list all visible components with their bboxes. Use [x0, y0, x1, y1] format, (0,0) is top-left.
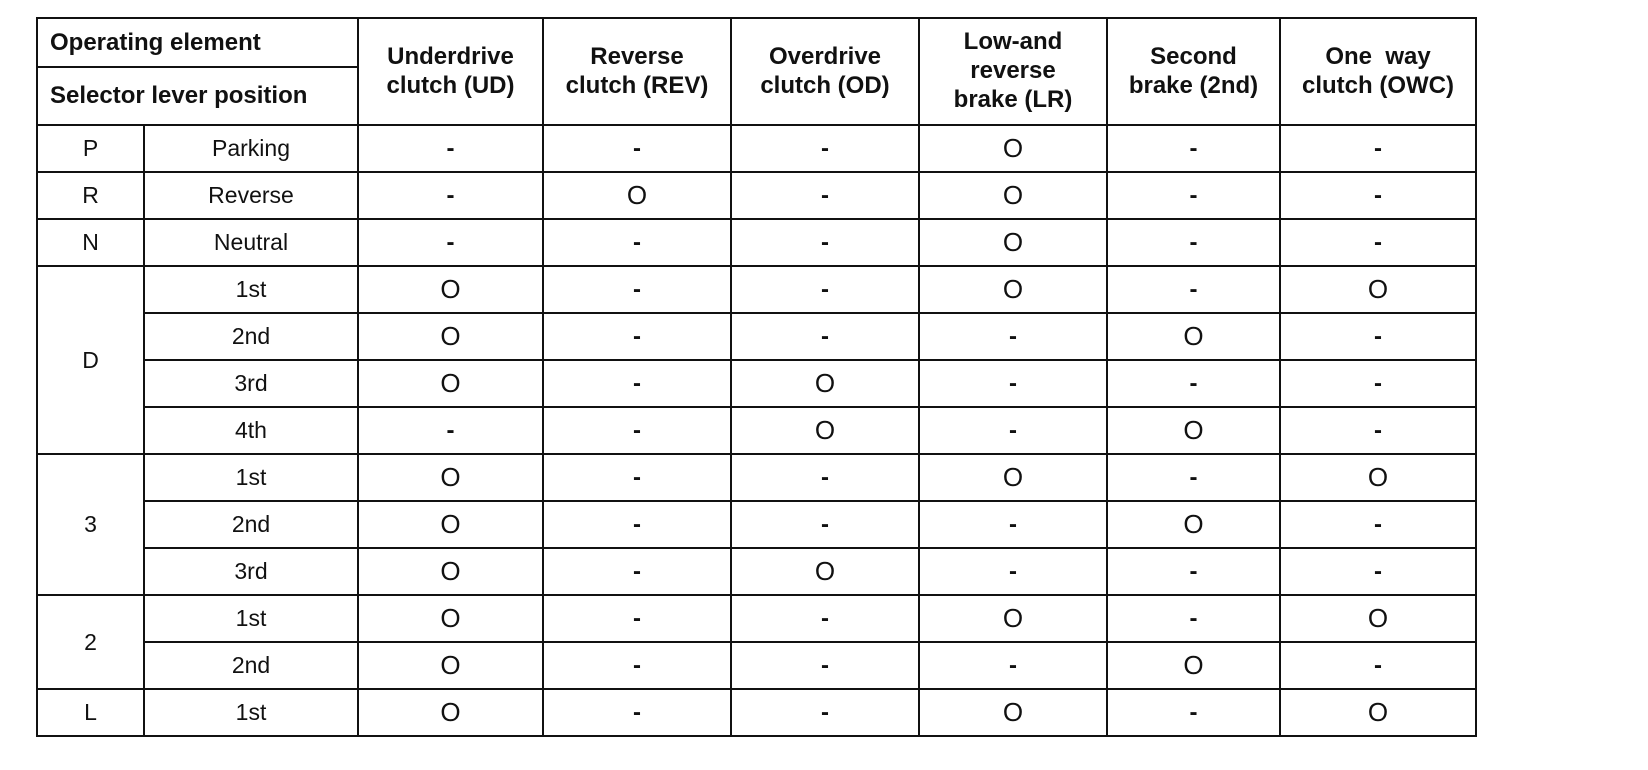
not-engaged-cell: - — [543, 689, 731, 736]
engaged-mark-cell: O — [1280, 266, 1476, 313]
engaged-mark-cell: O — [731, 407, 919, 454]
not-engaged-cell: - — [1107, 595, 1280, 642]
gear-label-cell: 1st — [144, 266, 358, 313]
not-engaged-cell: - — [731, 125, 919, 172]
gear-label-cell: 4th — [144, 407, 358, 454]
not-engaged-cell: - — [1280, 642, 1476, 689]
not-engaged-cell: - — [1107, 454, 1280, 501]
table-row — [37, 360, 1476, 407]
engaged-mark-cell: O — [358, 548, 543, 595]
not-engaged-cell: - — [358, 172, 543, 219]
not-engaged-cell: - — [731, 454, 919, 501]
engaged-mark-cell: O — [543, 172, 731, 219]
table-row — [37, 407, 1476, 454]
not-engaged-cell: - — [543, 266, 731, 313]
engaged-mark-cell: O — [358, 313, 543, 360]
selector-position-cell: N — [37, 219, 144, 266]
not-engaged-cell: - — [919, 501, 1107, 548]
not-engaged-cell: - — [543, 595, 731, 642]
table-row — [37, 266, 1476, 313]
not-engaged-cell: - — [1107, 219, 1280, 266]
engaged-mark-cell: O — [1280, 454, 1476, 501]
selector-position-cell: 3 — [37, 454, 144, 595]
gear-label-cell: 3rd — [144, 360, 358, 407]
col-header-reverse-clutch — [543, 18, 731, 125]
engaged-mark-cell: O — [358, 642, 543, 689]
col-header-line: Second — [1150, 42, 1237, 70]
not-engaged-cell: - — [919, 548, 1107, 595]
engaged-mark-cell: O — [358, 689, 543, 736]
table-row — [37, 172, 1476, 219]
col-header-underdrive-clutch — [358, 18, 543, 125]
not-engaged-cell: - — [731, 219, 919, 266]
col-header-line: clutch (OD) — [760, 71, 890, 99]
engaged-mark-cell: O — [731, 548, 919, 595]
engaged-mark-cell: O — [919, 125, 1107, 172]
table-row — [37, 454, 1476, 501]
not-engaged-cell: - — [731, 689, 919, 736]
selector-lever-position-header: Selector lever position — [37, 67, 358, 125]
not-engaged-cell: - — [731, 172, 919, 219]
col-header-second-brake — [1107, 18, 1280, 125]
col-header-line: reverse — [970, 57, 1056, 85]
not-engaged-cell: - — [543, 407, 731, 454]
gear-label-cell: 3rd — [144, 548, 358, 595]
gear-label-cell: Reverse — [144, 172, 358, 219]
col-header-low-reverse-brake — [919, 18, 1107, 125]
not-engaged-cell: - — [1107, 266, 1280, 313]
col-header-line: Low-and — [963, 28, 1063, 56]
not-engaged-cell: - — [543, 219, 731, 266]
col-header-line: clutch (OWC) — [1302, 71, 1454, 99]
not-engaged-cell: - — [1280, 125, 1476, 172]
not-engaged-cell: - — [543, 642, 731, 689]
selector-position-cell: D — [37, 266, 144, 454]
selector-position-cell: L — [37, 689, 144, 736]
engaged-mark-cell: O — [1107, 501, 1280, 548]
engaged-mark-cell: O — [1107, 642, 1280, 689]
not-engaged-cell: - — [731, 595, 919, 642]
table-row — [37, 219, 1476, 266]
not-engaged-cell: - — [1280, 360, 1476, 407]
col-header-line: One way — [1325, 42, 1431, 70]
selector-position-cell: R — [37, 172, 144, 219]
gear-label-cell: Neutral — [144, 219, 358, 266]
not-engaged-cell: - — [731, 642, 919, 689]
engaged-mark-cell: O — [919, 689, 1107, 736]
engaged-mark-cell: O — [1280, 689, 1476, 736]
engaged-mark-cell: O — [919, 219, 1107, 266]
not-engaged-cell: - — [919, 642, 1107, 689]
gear-label-cell: Parking — [144, 125, 358, 172]
operating-elements-table — [36, 17, 1477, 737]
header-row-1 — [37, 18, 1476, 67]
not-engaged-cell: - — [543, 501, 731, 548]
operating-element-header: Operating element — [37, 18, 358, 67]
not-engaged-cell: - — [543, 454, 731, 501]
col-header-line: clutch (UD) — [386, 71, 515, 99]
engaged-mark-cell: O — [1107, 313, 1280, 360]
col-header-line: Overdrive — [768, 42, 882, 70]
not-engaged-cell: - — [1280, 219, 1476, 266]
gear-label-cell: 2nd — [144, 501, 358, 548]
not-engaged-cell: - — [731, 266, 919, 313]
table-row — [37, 689, 1476, 736]
not-engaged-cell: - — [543, 548, 731, 595]
engaged-mark-cell: O — [1280, 595, 1476, 642]
engaged-mark-cell: O — [919, 172, 1107, 219]
not-engaged-cell: - — [358, 407, 543, 454]
engaged-mark-cell: O — [919, 595, 1107, 642]
engaged-mark-cell: O — [358, 595, 543, 642]
not-engaged-cell: - — [543, 360, 731, 407]
table-row — [37, 125, 1476, 172]
engaged-mark-cell: O — [919, 454, 1107, 501]
gear-label-cell: 1st — [144, 689, 358, 736]
not-engaged-cell: - — [731, 501, 919, 548]
not-engaged-cell: - — [1107, 172, 1280, 219]
selector-position-cell: P — [37, 125, 144, 172]
engaged-mark-cell: O — [1107, 407, 1280, 454]
gear-label-cell: 2nd — [144, 313, 358, 360]
gear-label-cell: 2nd — [144, 642, 358, 689]
not-engaged-cell: - — [1107, 548, 1280, 595]
not-engaged-cell: - — [1280, 548, 1476, 595]
not-engaged-cell: - — [731, 313, 919, 360]
engaged-mark-cell: O — [731, 360, 919, 407]
table-row — [37, 313, 1476, 360]
not-engaged-cell: - — [358, 219, 543, 266]
not-engaged-cell: - — [1280, 501, 1476, 548]
engaged-mark-cell: O — [358, 266, 543, 313]
table-row — [37, 595, 1476, 642]
engaged-mark-cell: O — [358, 454, 543, 501]
col-header-line: clutch (REV) — [565, 71, 709, 99]
not-engaged-cell: - — [1107, 360, 1280, 407]
not-engaged-cell: - — [543, 313, 731, 360]
not-engaged-cell: - — [1107, 689, 1280, 736]
not-engaged-cell: - — [919, 360, 1107, 407]
not-engaged-cell: - — [919, 313, 1107, 360]
selector-position-cell: 2 — [37, 595, 144, 689]
not-engaged-cell: - — [1280, 407, 1476, 454]
engaged-mark-cell: O — [358, 501, 543, 548]
table-row — [37, 548, 1476, 595]
not-engaged-cell: - — [1107, 125, 1280, 172]
col-header-line: brake (2nd) — [1128, 71, 1259, 99]
col-header-overdrive-clutch — [731, 18, 919, 125]
engaged-mark-cell: O — [919, 266, 1107, 313]
gear-label-cell: 1st — [144, 454, 358, 501]
not-engaged-cell: - — [1280, 313, 1476, 360]
col-header-line: brake (LR) — [953, 85, 1073, 113]
engaged-mark-cell: O — [358, 360, 543, 407]
col-header-line: Underdrive — [387, 42, 514, 70]
not-engaged-cell: - — [543, 125, 731, 172]
table-row — [37, 501, 1476, 548]
table-row — [37, 642, 1476, 689]
not-engaged-cell: - — [919, 407, 1107, 454]
not-engaged-cell: - — [358, 125, 543, 172]
gear-label-cell: 1st — [144, 595, 358, 642]
col-header-line: Reverse — [590, 42, 684, 70]
not-engaged-cell: - — [1280, 172, 1476, 219]
col-header-one-way-clutch — [1280, 18, 1476, 125]
